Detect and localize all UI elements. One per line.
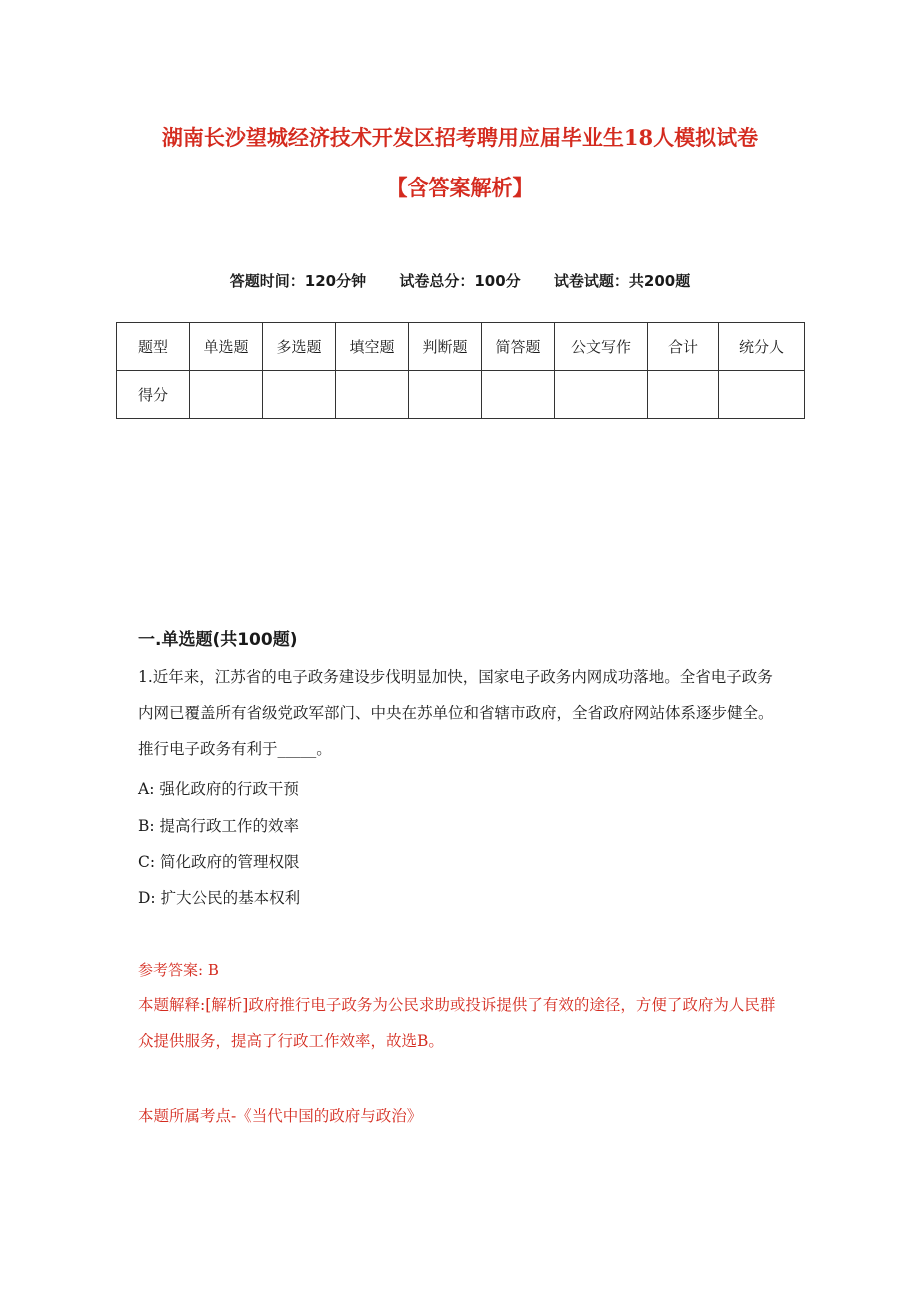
answer-explanation: 本题解释:[解析]政府推行电子政务为公民求助或投诉提供了有效的途径，方便了政府为人民群众提供服务，提高了行政工作效率，故选B。 (138, 996, 776, 1050)
option-d: D: 扩大公民的基本权利 (138, 889, 301, 907)
score-cell[interactable] (648, 371, 719, 419)
topic-label: 本题所属考点-《当代中国的政府与政治》 (138, 1107, 423, 1125)
exam-meta (0, 270, 920, 291)
header-cell: 判断题 (409, 323, 482, 371)
option-c: C: 简化政府的管理权限 (138, 853, 300, 871)
answer-label: 参考答案: B (138, 961, 219, 979)
score-cell[interactable] (719, 371, 805, 419)
score-table-score-row (117, 371, 805, 419)
header-cell: 统分人 (719, 323, 805, 371)
header-cell: 填空题 (336, 323, 409, 371)
score-cell[interactable] (482, 371, 555, 419)
header-cell: 多选题 (263, 323, 336, 371)
option-a: A: 强化政府的行政干预 (138, 780, 299, 798)
exam-total-questions: 试卷试题：共200题 (553, 272, 691, 290)
header-cell: 合计 (648, 323, 719, 371)
section-title: 一.单选题(共100题) (138, 630, 298, 650)
document-title: 湖南长沙望城经济技术开发区招考聘用应届毕业生18人模拟试卷 (161, 125, 759, 150)
score-table (116, 322, 805, 419)
score-table-header-row (117, 323, 805, 371)
question-stem: 1.近年来，江苏省的电子政务建设步伐明显加快，国家电子政务内网成功落地。全省电子政务内网已覆盖所有省级党政军部门、中央在苏单位和省辖市政府，全省政府网站体系逐步健全。推行电子政务有利于_____。 (138, 668, 774, 758)
score-cell[interactable] (190, 371, 263, 419)
exam-total-score: 试卷总分：100分 (399, 272, 521, 290)
exam-time: 答题时间：120分钟 (229, 272, 367, 290)
document-subtitle: 【含答案解析】 (386, 175, 534, 200)
score-cell[interactable] (409, 371, 482, 419)
header-cell: 简答题 (482, 323, 555, 371)
header-cell: 单选题 (190, 323, 263, 371)
score-cell[interactable] (336, 371, 409, 419)
option-b: B: 提高行政工作的效率 (138, 817, 300, 835)
header-cell: 公文写作 (555, 323, 648, 371)
row-label: 得分 (117, 371, 190, 419)
header-cell: 题型 (117, 323, 190, 371)
score-cell[interactable] (263, 371, 336, 419)
score-cell[interactable] (555, 371, 648, 419)
